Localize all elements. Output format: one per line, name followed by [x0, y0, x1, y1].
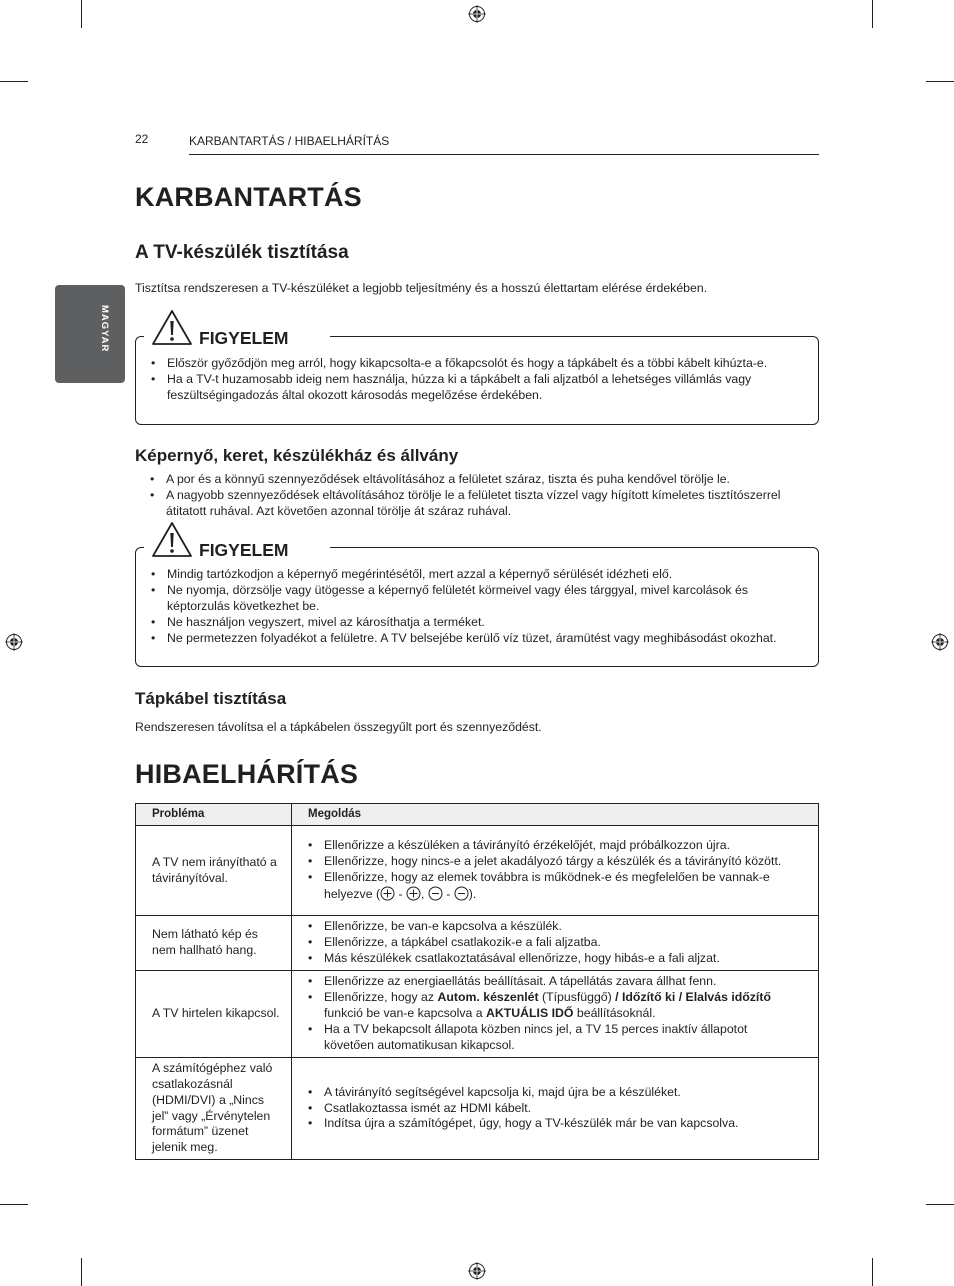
list-item: • Ellenőrizze, hogy az elemek továbbra is működnek-e és megfelelően be vannak-e helyezve ( - , - ). — [292, 869, 788, 903]
side-tab-label: MAGYAR — [99, 305, 110, 353]
problem-cell: A TV hirtelen kikapcsol. — [136, 971, 292, 1058]
registration-mark-icon — [468, 1262, 486, 1280]
table-row — [136, 826, 819, 916]
solution-cell — [292, 971, 819, 1058]
crop-mark — [81, 0, 82, 28]
column-header-problem: Probléma — [136, 804, 292, 826]
caution-list — [136, 567, 808, 647]
problem-cell: Nem látható kép és nem hallható hang. — [136, 916, 292, 971]
column-header-solution: Megoldás — [292, 804, 819, 826]
list-item: • A nagyobb szennyeződések eltávolításához törölje le a felületet tiszta vízzel vagy hígított kímeletes tisztítószerrel átitatott ruhával. Azt követően azonnal törölje át száraz ruhával. — [135, 488, 807, 520]
list-item: • Ne használjon vegyszert, mivel az károsíthatja a terméket. — [136, 615, 808, 631]
cleaning-heading: A TV-készülék tisztítása — [135, 242, 349, 263]
table-header-row — [136, 804, 819, 826]
cleaning-intro: Tisztítsa rendszeresen a TV-készüléket a legjobb teljesítmény és a hosszú élettartam elérése érdekében. — [135, 281, 708, 295]
crop-mark — [0, 1204, 28, 1205]
solution-cell — [292, 916, 819, 971]
minus-circle-icon — [428, 886, 443, 901]
crop-mark — [872, 1258, 873, 1286]
caution-label: FIGYELEM — [199, 540, 289, 560]
list-item: • A por és a könnyű szennyeződések eltávolításához a felületet száraz, tiszta és puha kendővel törölje le. — [135, 472, 807, 488]
caution-box — [135, 336, 819, 425]
list-item: • Más készülékek csatlakoztatásával ellenőrizze, hogy hibás-e a fali aljzat. — [292, 951, 818, 967]
crop-mark — [926, 1204, 954, 1205]
plus-circle-icon — [380, 886, 395, 901]
list-item: • Ellenőrizze, be van-e kapcsolva a készülék. — [292, 919, 818, 935]
solution-cell — [292, 1058, 819, 1160]
list-item: • Először győződjön meg arról, hogy kikapcsolta-e a főkapcsolót és hogy a tápkábelt és a többi kábelt kihúzta-e. — [136, 356, 808, 372]
running-header: KARBANTARTÁS / HIBAELHÁRÍTÁS — [189, 134, 390, 148]
header-rule — [189, 154, 819, 155]
minus-circle-icon — [454, 886, 469, 901]
language-side-tab — [55, 285, 125, 383]
list-item: • Ellenőrizze a készüléken a távirányító érzékelőjét, majd próbálkozzon újra. — [292, 838, 788, 854]
crop-mark — [81, 1258, 82, 1286]
warning-icon — [150, 520, 194, 560]
list-item: • Ne permetezzen folyadékot a felületre. A TV belsejébe kerülő víz tüzet, áramütést vagy meghibásodást okozhat. — [136, 631, 808, 647]
solution-cell — [292, 826, 819, 916]
plus-circle-icon — [406, 886, 421, 901]
list-item: • Ha a TV bekapcsolt állapota közben nincs jel, a TV 15 perces inaktív állapotot követően automatikusan kikapcsol. — [292, 1022, 778, 1054]
list-item: • Ellenőrizze, hogy az Autom. készenlét (Típusfüggő) / Időzítő ki / Elalvás időzítő funkció be van-e kapcsolva a AKTUÁLIS IDŐ beállításoknál. — [292, 990, 778, 1022]
page-number: 22 — [135, 132, 149, 146]
cable-text: Rendszeresen távolítsa el a tápkábelen összegyűlt port és szennyeződést. — [135, 720, 542, 734]
cable-heading: Tápkábel tisztítása — [135, 689, 287, 708]
screen-list — [135, 472, 807, 520]
problem-cell: A számítógéphez való csatlakozásnál (HDMI/DVI) a „Nincs jel” vagy „Érvénytelen formátum” üzenet jelenik meg. — [136, 1058, 292, 1160]
list-item: • Csatlakoztassa ismét az HDMI kábelt. — [292, 1101, 818, 1117]
caution-list — [136, 356, 808, 404]
list-item: • Ellenőrizze az energiaellátás beállításait. A tápellátás zavara állhat fenn. — [292, 974, 778, 990]
troubleshooting-table — [135, 803, 819, 1160]
screen-heading: Képernyő, keret, készülékház és állvány — [135, 446, 459, 465]
maintenance-title: KARBANTARTÁS — [135, 182, 362, 212]
table-row — [136, 1058, 819, 1160]
list-item: • Ne nyomja, dörzsölje vagy ütögesse a képernyő felületét körmeivel vagy éles tárggyal, mivel karcolások és képtorzulás következhet be. — [136, 583, 808, 615]
crop-mark — [872, 0, 873, 28]
list-item: • Ellenőrizze, hogy nincs-e a jelet akadályozó tárgy a készülék és a távirányító között. — [292, 854, 788, 870]
crop-mark — [926, 81, 954, 82]
registration-mark-icon — [468, 5, 486, 23]
table-row — [136, 971, 819, 1058]
table-row — [136, 916, 819, 971]
problem-cell: A TV nem irányítható a távirányítóval. — [136, 826, 292, 916]
list-item: • A távirányító segítségével kapcsolja ki, majd újra be a készüléket. — [292, 1085, 818, 1101]
crop-mark — [0, 81, 28, 82]
warning-icon — [150, 308, 194, 348]
registration-mark-icon — [5, 633, 23, 651]
caution-label: FIGYELEM — [199, 328, 289, 348]
list-item: • Mindig tartózkodjon a képernyő megérintésétől, mert azzal a képernyő sérülését idézheti elő. — [136, 567, 808, 583]
list-item: • Ellenőrizze, a tápkábel csatlakozik-e a fali aljzatba. — [292, 935, 818, 951]
list-item: • Indítsa újra a számítógépet, úgy, hogy a TV-készülék már be van kapcsolva. — [292, 1116, 818, 1132]
list-item: • Ha a TV-t huzamosabb ideig nem használja, húzza ki a tápkábelt a fali aljzatból a lehetséges villámlás vagy feszültségingadozás által okozott károsodás megelőzése érdekében. — [136, 372, 808, 404]
troubleshooting-title: HIBAELHÁRÍTÁS — [135, 759, 359, 789]
caution-box — [135, 547, 819, 667]
registration-mark-icon — [931, 633, 949, 651]
